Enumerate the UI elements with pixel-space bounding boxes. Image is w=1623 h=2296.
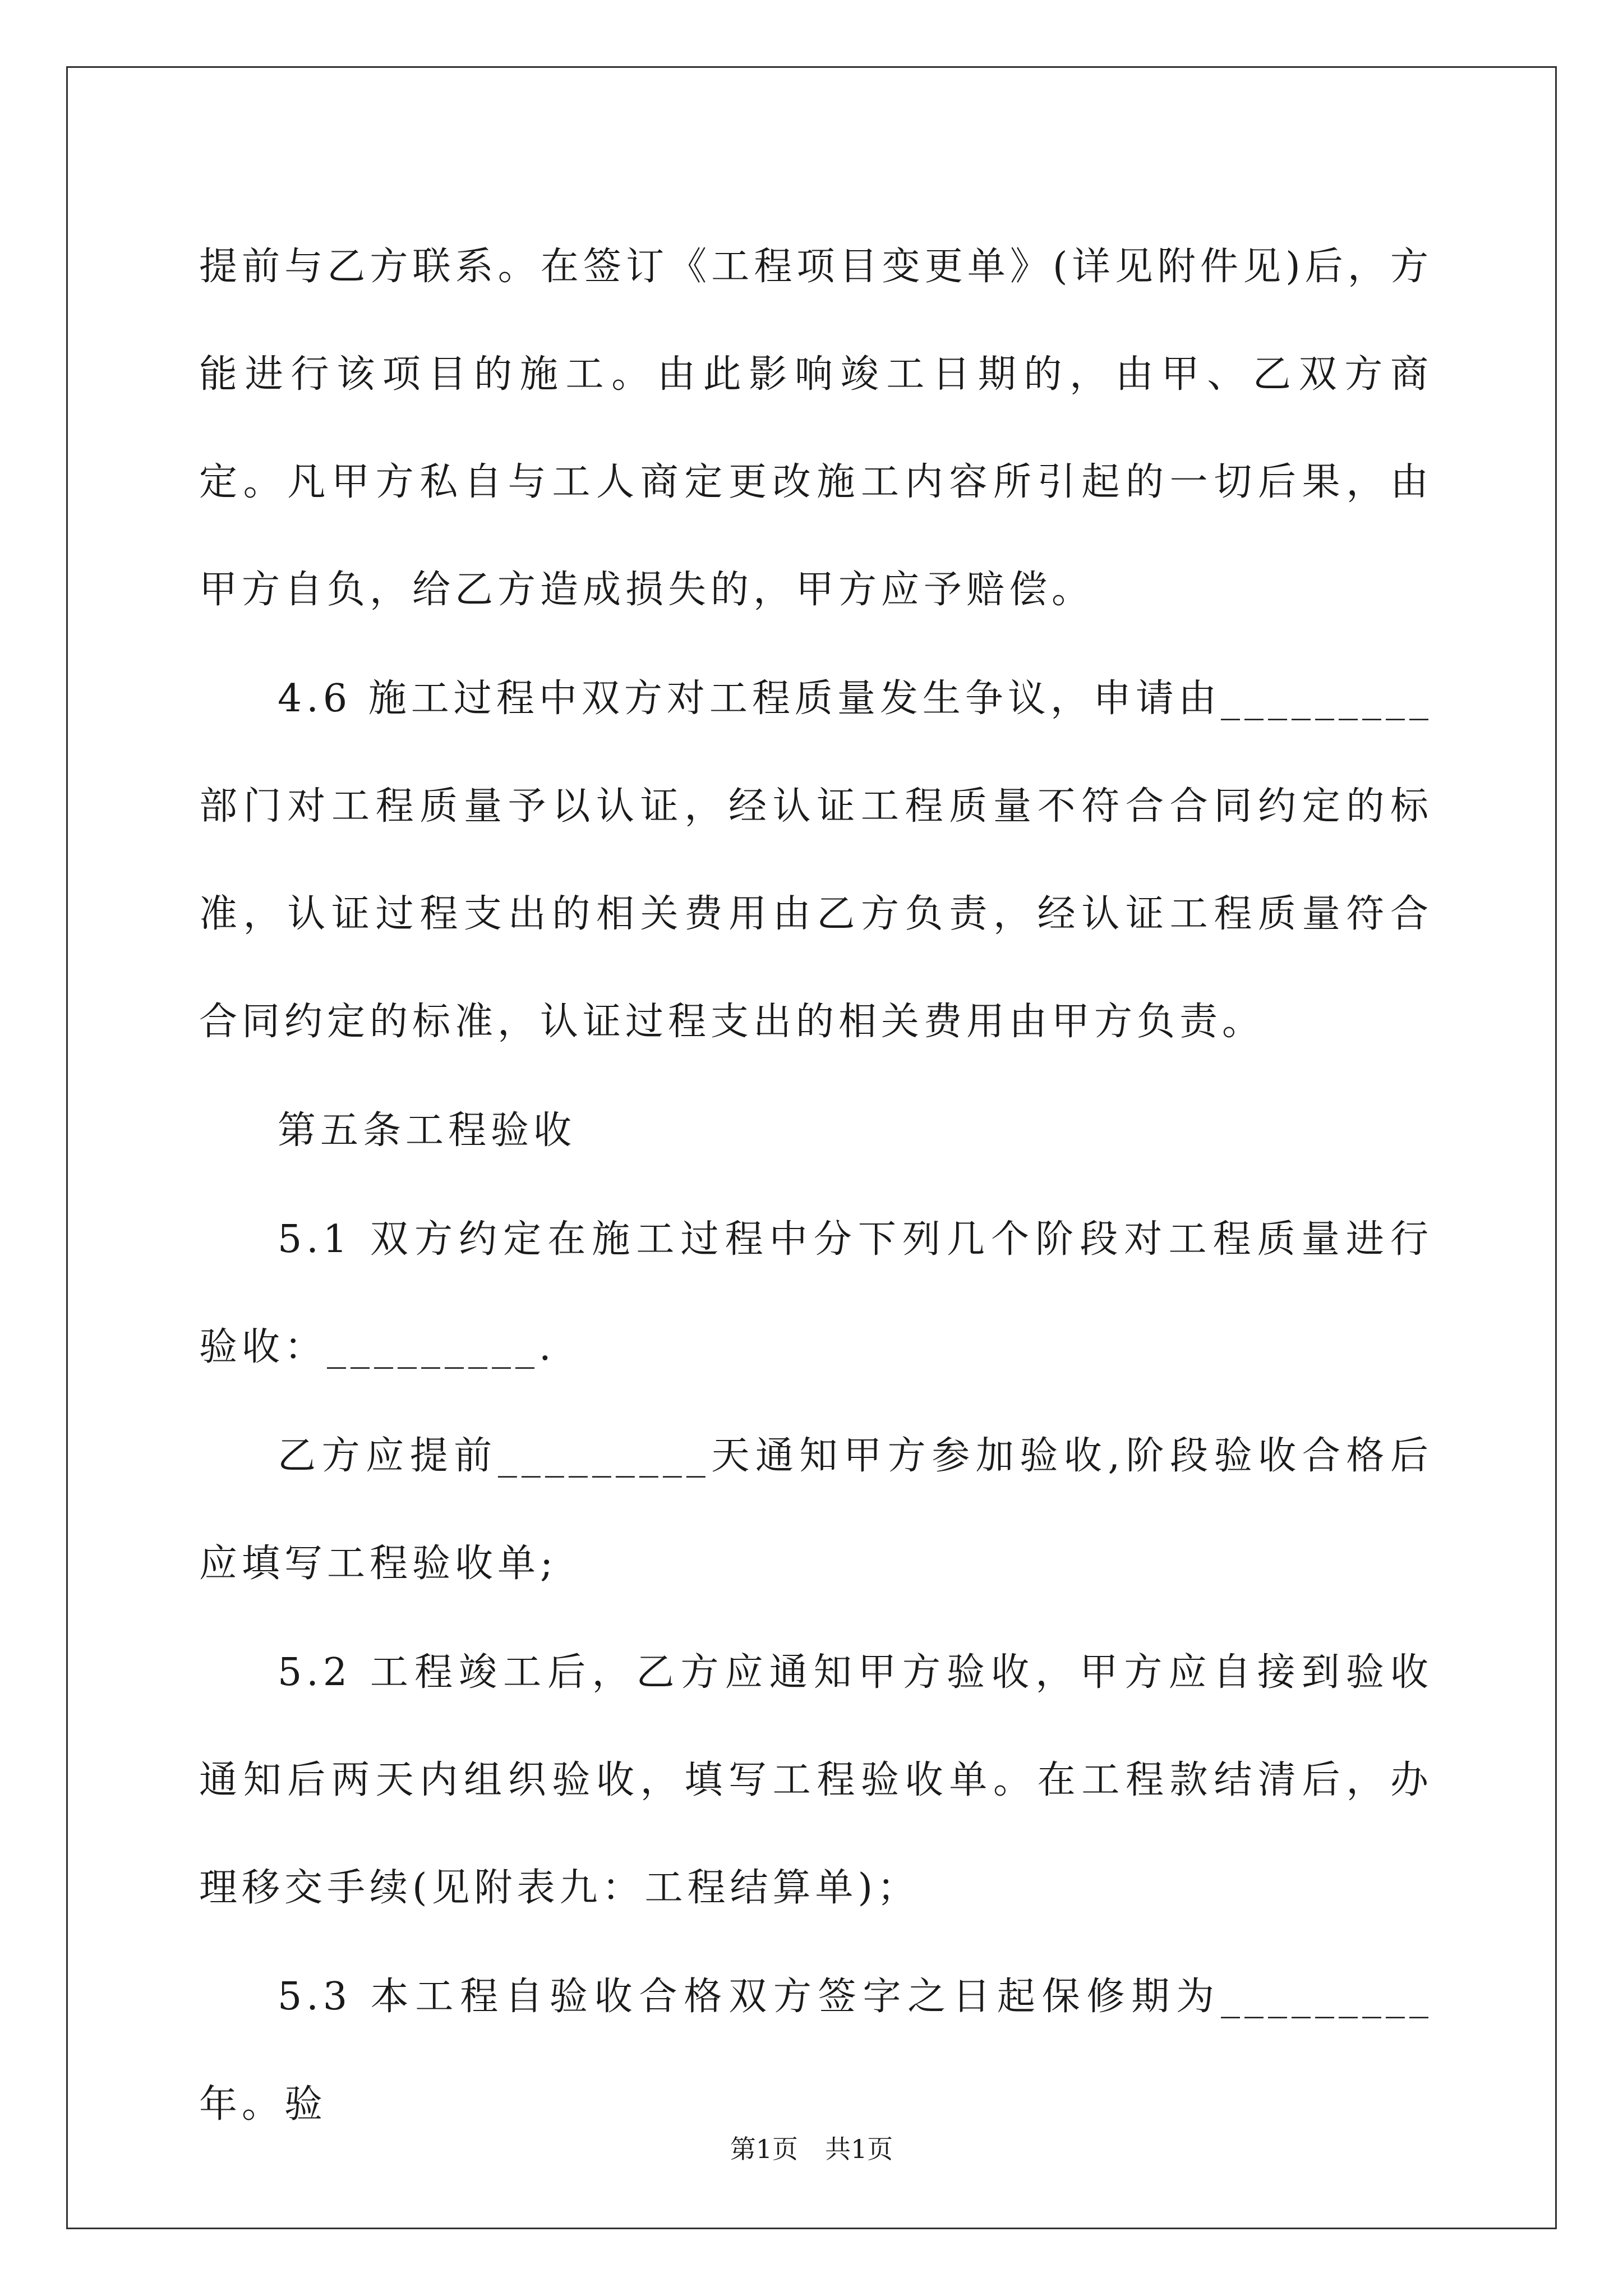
paragraph-clause-5-1-notice: 乙方应提前_________天通知甲方参加验收,阶段验收合格后应填写工程验收单; bbox=[199, 1434, 1433, 1586]
paragraph-clause-4-6: 4.6 施工过程中双方对工程质量发生争议，申请由_________部门对工程质量予以认证，经认证工程质量不符合合同约定的标准，认证过程支出的相关费用由乙方负责，经认证工程质量符合合同约定的标准，认证过程支出的相关费用由甲方负责。 bbox=[199, 677, 1433, 1044]
paragraph-continuation: 提前与乙方联系。在签订《工程项目变更单》(详见附件见)后，方能进行该项目的施工。由此影响竣工日期的，由甲、乙双方商定。凡甲方私自与工人商定更改施工内容所引起的一切后果，由甲方自负，给乙方造成损失的，甲方应予赔偿。 bbox=[199, 245, 1433, 612]
paragraph-clause-5-1: 5.1 双方约定在施工过程中分下列几个阶段对工程质量进行验收：_________. bbox=[199, 1217, 1433, 1369]
article-5-heading: 第五条工程验收 bbox=[278, 1108, 577, 1153]
paragraph-clause-5-2: 5.2 工程竣工后，乙方应通知甲方验收，甲方应自接到验收通知后两天内组织验收，填写工程验收单。在工程款结清后，办理移交手续(见附表九：工程结算单)； bbox=[199, 1650, 1433, 1910]
paragraph-clause-5-3: 5.3 本工程自验收合格双方签字之日起保修期为_________年。验 bbox=[199, 1975, 1433, 2127]
page-number: 第1页 bbox=[730, 2134, 798, 2164]
page-total: 共1页 bbox=[825, 2134, 893, 2164]
page-footer bbox=[0, 2129, 1623, 2166]
document-body bbox=[199, 213, 1433, 2159]
